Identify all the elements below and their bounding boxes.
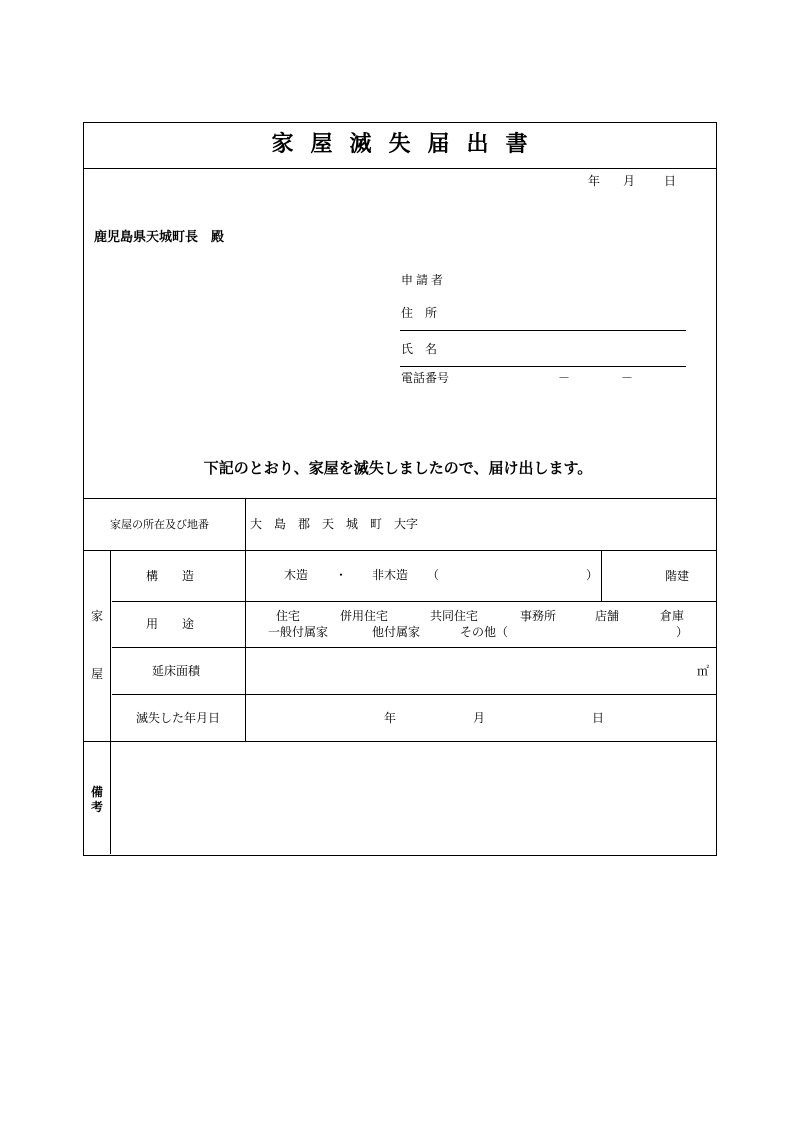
area-divider [112, 694, 716, 695]
applicant-phone-label: 電話番号 [401, 371, 450, 385]
addressee: 鹿児島県天城町長 殿 [94, 230, 225, 245]
structure-floors-label: 階建 [665, 569, 690, 583]
declaration-statement: 下記のとおり、家屋を滅失しましたので、届け出します。 [203, 459, 593, 477]
house-label-char-1: 家 [91, 609, 104, 623]
floor-area-field[interactable] [247, 649, 697, 693]
applicant-name-field[interactable] [400, 366, 686, 367]
loss-date-month-label: 月 [473, 711, 486, 725]
location-divider [84, 550, 716, 551]
structure-divider [112, 601, 716, 602]
house-label-char-2: 屋 [91, 667, 104, 681]
usage-option-office[interactable]: 事務所 [520, 609, 557, 623]
phone-dash-2: － [621, 371, 634, 385]
date-divider [84, 741, 716, 742]
usage-option-warehouse[interactable]: 倉庫 [660, 609, 685, 623]
applicant-heading: 申請者 [401, 273, 447, 287]
floor-area-label: 延床面積 [152, 664, 201, 678]
loss-date-day-label: 日 [592, 711, 605, 725]
structure-label: 構 造 [146, 569, 195, 583]
remarks-field[interactable] [112, 743, 714, 853]
phone-dash-1: － [558, 371, 571, 385]
usage-paren-close: ） [676, 625, 689, 639]
usage-option-residence[interactable]: 住宅 [276, 609, 301, 623]
structure-option-nonwood[interactable]: 非木造 [372, 568, 409, 582]
loss-date-year-label: 年 [384, 711, 397, 725]
usage-option-other-annex[interactable]: 他付属家 [372, 625, 421, 639]
remarks-label-char-2: 考 [91, 800, 104, 814]
remarks-label-char-1: 備 [91, 785, 104, 799]
structure-paren-open: （ [427, 568, 440, 582]
usage-divider [112, 647, 716, 648]
usage-label: 用 途 [146, 617, 195, 631]
usage-option-mixed-residence[interactable]: 併用住宅 [340, 609, 389, 623]
usage-option-general-annex[interactable]: 一般付属家 [268, 625, 329, 639]
group-column-divider-house [110, 550, 111, 741]
date-month-label: 月 [623, 174, 636, 188]
title-divider [84, 168, 716, 169]
structure-paren-close: ） [586, 568, 599, 582]
date-year-label: 年 [588, 174, 601, 188]
loss-date-label: 滅失した年月日 [136, 711, 221, 725]
date-day-label: 日 [664, 174, 677, 188]
group-column-divider-remarks [110, 741, 111, 854]
applicant-address-field[interactable] [400, 330, 686, 331]
label-column-divider [245, 498, 246, 741]
structure-option-wood[interactable]: 木造 [284, 568, 309, 582]
applicant-name-label: 氏 名 [401, 342, 438, 356]
header-divider [84, 498, 716, 499]
usage-option-shop[interactable]: 店舗 [595, 609, 620, 623]
form-title: 家屋滅失届出書 [271, 131, 545, 157]
floors-column-divider [601, 550, 602, 601]
usage-option-shared-residence[interactable]: 共同住宅 [430, 609, 479, 623]
location-value: 大 島 郡 天 城 町 大字 [250, 517, 419, 531]
applicant-address-label: 住 所 [401, 306, 438, 320]
floor-area-unit: ㎡ [697, 664, 710, 678]
location-label: 家屋の所在及び地番 [110, 518, 209, 531]
structure-separator-dot: ・ [335, 568, 348, 582]
usage-option-other[interactable]: その他（ [460, 625, 509, 639]
